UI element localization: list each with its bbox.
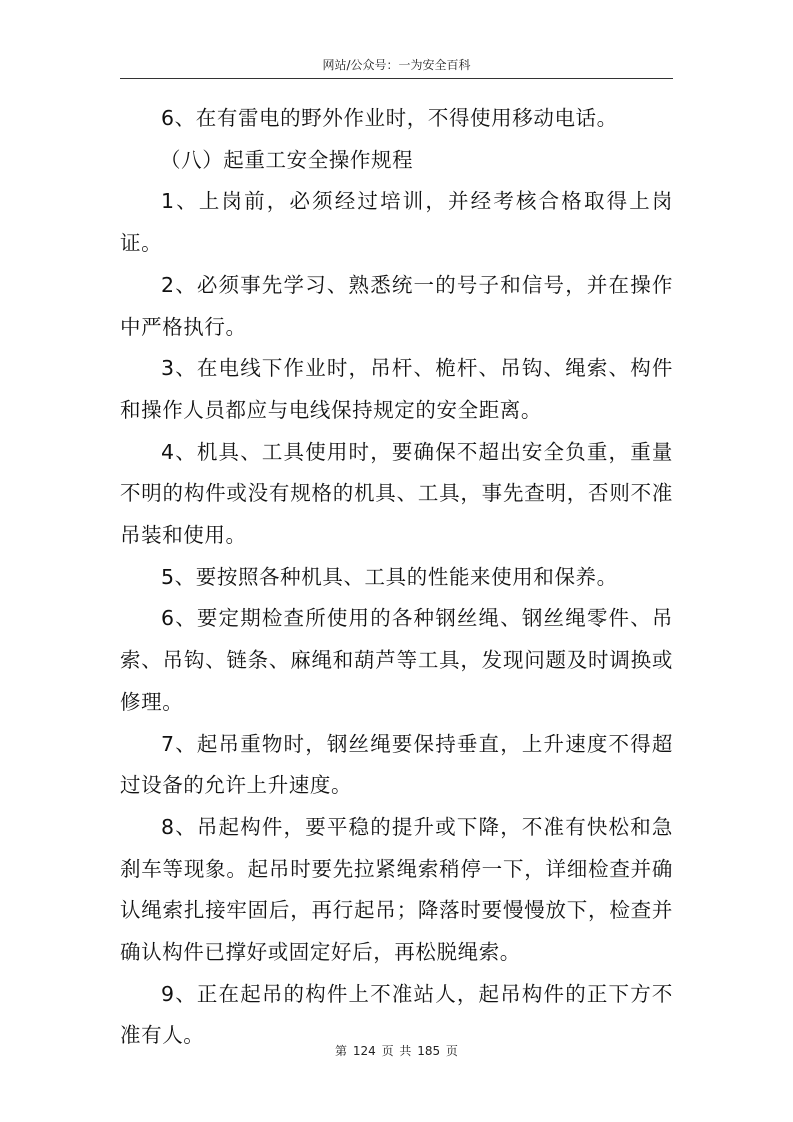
paragraph-rule-1: 1、上岗前，必须经过培训，并经考核合格取得上岗证。 [120,189,673,256]
section-heading-crane-operator: （八）起重工安全操作规程 [160,147,414,172]
page-number: 第 124 页 共 185 页 [335,1044,458,1058]
paragraph-rule-6-lightning: 6、在有雷电的野外作业时，不得使用移动电话。 [161,106,618,130]
paragraph-rule-2: 2、必须事先学习、熟悉统一的号子和信号，并在操作中严格执行。 [120,272,673,339]
header-text: 网站/公众号：一为安全百科 [322,58,471,72]
page-header [120,52,673,79]
paragraph-rule-8: 8、吊起构件，要平稳的提升或下降，不准有快松和急刹车等现象。起吊时要先拉紧绳索稍停一下，详细检查并确认绳索扎接牢固后，再行起吊；降落时要慢慢放下，检查并确认构件已撑好或固定好后，再松脱绳索。 [120,814,673,965]
paragraph-rule-4: 4、机具、工具使用时，要确保不超出安全负重，重量不明的构件或没有规格的机具、工具，事先查明，否则不准吊装和使用。 [120,439,673,548]
paragraph-rule-3: 3、在电线下作业时，吊杆、桅杆、吊钩、绳索、构件和操作人员都应与电线保持规定的安全距离。 [120,356,673,422]
document-body [120,98,673,1057]
paragraph-rule-7: 7、起吊重物时，钢丝绳要保持垂直，上升速度不得超过设备的允许上升速度。 [120,731,673,798]
page-footer [0,1042,793,1059]
paragraph-rule-6: 6、要定期检查所使用的各种钢丝绳、钢丝绳零件、吊索、吊钩、链条、麻绳和葫芦等工具，发现问题及时调换或修理。 [120,606,673,714]
paragraph-rule-9: 9、正在起吊的构件上不准站人，起吊构件的正下方不准有人。 [120,981,673,1048]
paragraph-rule-5: 5、要按照各种机具、工具的性能来使用和保养。 [161,564,618,589]
